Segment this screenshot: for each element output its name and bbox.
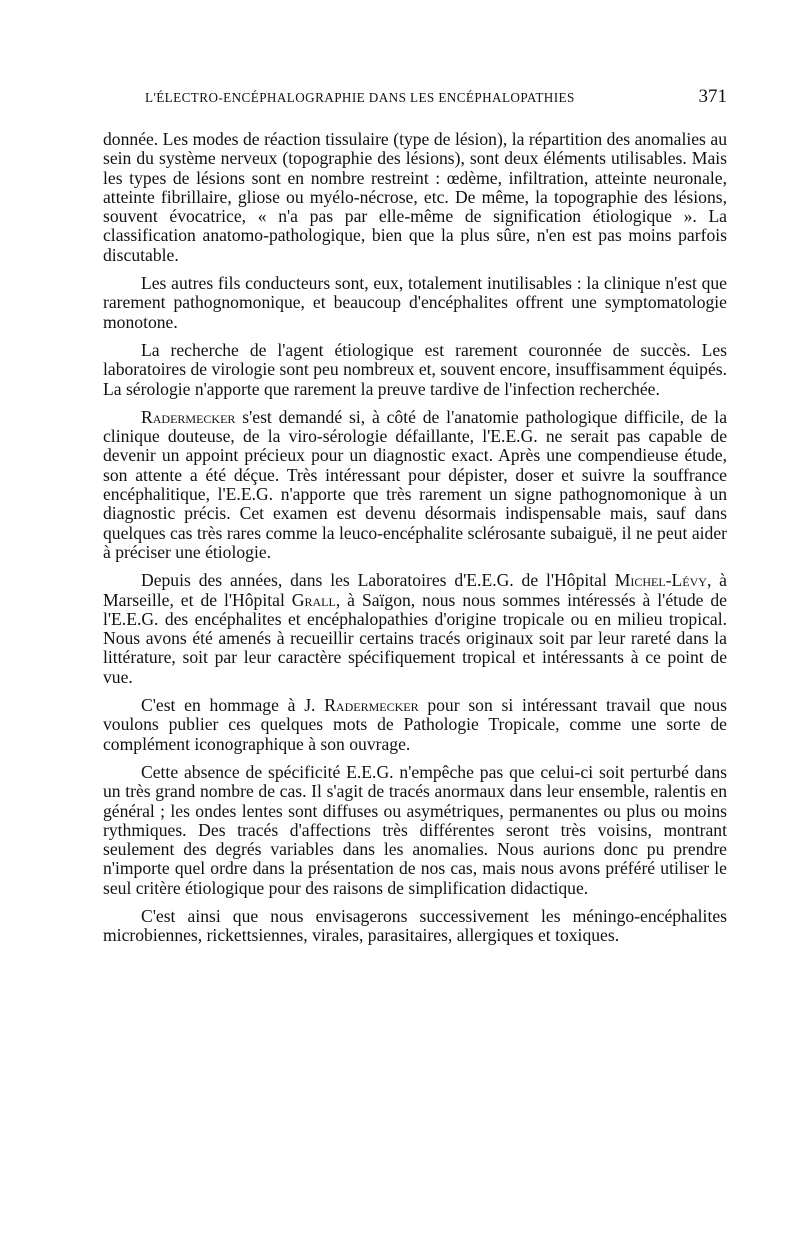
- paragraph: Cette absence de spécificité E.E.G. n'empêche pas que celui-ci soit perturbé dans un très grand nombre de cas. Il s'agit de tracés anormaux dans leur ensemble, ralentis en général ; les ondes lentes sont diffuses ou asymétriques, permanentes ou plus ou moins rythmiques. Des tracés d'affections très différentes seront très voisins, montrant seulement des degrés variables dans les anomalies. Nous aurions donc pu prendre n'importe quel ordre dans la présentation de nos cas, mais nous avons préféré utiliser le seul critère étiologique pour des raisons de simplification didactique.: [103, 761, 727, 898]
- paragraph-text: pour son si intéressant travail que nous voulons publier ces quelques mots de Pathologie Tropicale, comme une sorte de complément iconographique à son ouvrage.: [103, 695, 728, 754]
- paragraph: La recherche de l'agent étiologique est rarement couronnée de succès. Les laboratoires de virologie sont peu nombreux et, souvent encore, insuffisamment équipés. La sérologie n'apporte que rarement la preuve tardive de l'infection recherchée.: [103, 339, 727, 399]
- book-page: [103, 86, 727, 946]
- hospital-name: Michel-Lévy: [614, 570, 707, 591]
- author-name: Radermecker: [324, 695, 419, 716]
- paragraph: donnée. Les modes de réaction tissulaire (type de lésion), la répartition des anomalies au sein du système nerveux (topographie des lésions), sont deux éléments utilisables. Mais les types de lésions sont en nombre restreint : œdème, infiltration, atteinte neuronale, atteinte fibrillaire, gliose ou myélo-nécrose, etc. De même, la topographie des lésions, souvent évocatrice, « n'a pas par elle-même de signification étiologique ». La classification anatomo-pathologique, bien que la plus sûre, n'en est pas moins parfois discutable.: [103, 129, 727, 265]
- hospital-name: Grall: [291, 589, 336, 610]
- paragraph: [103, 696, 727, 754]
- paragraph: Les autres fils conducteurs sont, eux, totalement inutilisables : la clinique n'est que rarement pathognomonique, et beaucoup d'encéphalites offrent une symptomatologie monotone.: [103, 273, 727, 332]
- paragraph-text: Depuis des années, dans les Laboratoires d'E.E.G. de l'Hôpital: [141, 570, 615, 591]
- paragraph: C'est ainsi que nous envisagerons successivement les méningo-encéphalites microbiennes, rickettsiennes, virales, parasitaires, allergiques et toxiques.: [103, 905, 727, 946]
- paragraph-text: , à Saïgon, nous nous sommes intéressés à l'étude de l'E.E.G. des encéphalites et encéphalopathies d'origine tropicale ou en milieu tropical. Nous avons été amenés à recueillir certains tracés originaux soit par leur rareté dans la littérature, soit par leur caractère spécifiquement tropical et intéressants à ce point de vue.: [103, 589, 727, 687]
- paragraph-text: s'est demandé si, à côté de l'anatomie pathologique difficile, de la clinique douteuse, de la viro-sérologie défaillante, l'E.E.G. ne serait pas capable de devenir un appoint précieux pour un diagnostic exact. Après une compendieuse étude, son attente a été déçue. Très intéressant pour dépister, doser et suivre la souffrance encéphalitique, l'E.E.G. n'apporte que très rarement un signe pathognomonique à un diagnostic précis. Cet examen est devenu désormais indispensable mais, sauf dans quelques cas très rares comme la leuco-encéphalite sclérosante subaiguë, il ne peut aider à préciser une étiologie.: [103, 406, 727, 562]
- running-title: L'ÉLECTRO-ENCÉPHALOGRAPHIE DANS LES ENCÉPHALOPATHIES: [145, 90, 575, 105]
- page-number: 371: [698, 86, 727, 107]
- paragraph: [103, 408, 727, 562]
- paragraph-text: , à Marseille, et de l'Hôpital: [103, 570, 727, 610]
- running-header: [103, 86, 727, 108]
- author-name: Radermecker: [141, 406, 236, 427]
- paragraph-text: C'est en hommage à J.: [141, 695, 325, 716]
- paragraph: [103, 571, 727, 687]
- body-text: [103, 130, 727, 946]
